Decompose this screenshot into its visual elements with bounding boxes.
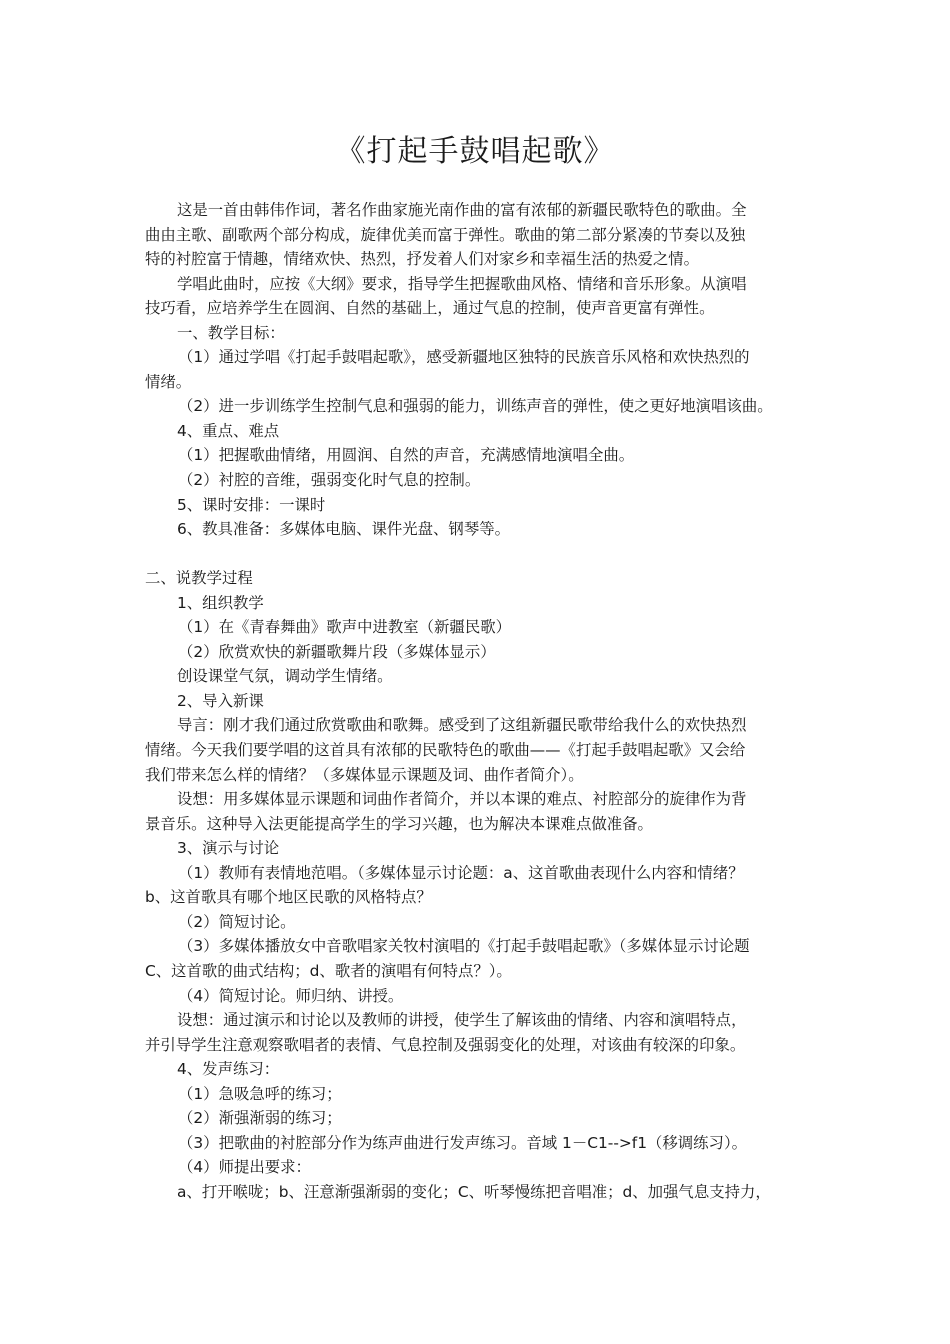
paragraph-line: 导言：刚才我们通过欣赏歌曲和歌舞。感受到了这组新疆民歌带给我什么的欢快热烈 — [177, 716, 747, 735]
paragraph-line: 并引导学生注意观察歌唱者的表情、气息控制及强弱变化的处理，对该曲有较深的印象。 — [145, 1035, 746, 1054]
paragraph-line: 3、演示与讨论 — [177, 839, 280, 858]
paragraph-line: 技巧看，应培养学生在圆润、自然的基础上，通过气息的控制，使声音更富有弹性。 — [145, 299, 715, 318]
paragraph-line: 6、教具准备：多媒体电脑、课件光盘、钢琴等。 — [177, 520, 510, 539]
paragraph-line: （3）把歌曲的衬腔部分作为练声曲进行发声练习。音域 1－C1-->f1（移调练习）。 — [178, 1133, 748, 1152]
document-title: 《打起手鼓唱起歌》 — [335, 134, 615, 169]
paragraph-line: 情绪。 — [145, 372, 192, 391]
paragraph-line: （4）师提出要求： — [178, 1158, 311, 1177]
paragraph-line: 2、导入新课 — [177, 691, 264, 710]
paragraph-line: （3）多媒体播放女中音歌唱家关牧村演唱的《打起手鼓唱起歌》（多媒体显示讨论题 — [178, 937, 750, 956]
paragraph-line: 1、组织教学 — [177, 593, 264, 612]
blank-line — [145, 542, 825, 567]
paragraph-line: （1）把握歌曲情绪，用圆润、自然的声音，充满感情地演唱全曲。 — [178, 446, 635, 465]
paragraph-line: 4、发声练习： — [177, 1060, 280, 1079]
paragraph-line: （2）进一步训练学生控制气息和强弱的能力，训练声音的弹性，使之更好地演唱该曲。 — [178, 397, 773, 416]
paragraph-line: 一、教学目标： — [177, 323, 285, 342]
paragraph-line: 特的衬腔富于情趣，情绪欢快、热烈，抒发着人们对家乡和幸福生活的热爱之情。 — [145, 250, 700, 269]
paragraph-line: 4、重点、难点 — [177, 421, 280, 440]
paragraph-line: 5、课时安排：一课时 — [177, 495, 326, 514]
paragraph-line: 二、说教学过程 — [145, 569, 253, 588]
paragraph-line: （1）在《青春舞曲》歌声中进教室（新疆民歌） — [178, 618, 511, 637]
paragraph-line: 设想：通过演示和讨论以及教师的讲授，使学生了解该曲的情绪、内容和演唱特点， — [177, 1011, 747, 1030]
paragraph-line: 我们带来怎么样的情绪？（多媒体显示课题及词、曲作者简介）。 — [145, 765, 584, 784]
paragraph-line: （1）教师有表情地范唱。（多媒体显示讨论题：a、这首歌曲表现什么内容和情绪？ — [178, 863, 744, 882]
paragraph-line: b、这首歌具有哪个地区民歌的风格特点？ — [145, 888, 432, 907]
paragraph-line: C、这首歌的曲式结构；d、歌者的演唱有何特点？）。 — [145, 961, 512, 980]
paragraph-line: （4）简短讨论。师归纳、讲授。 — [178, 986, 404, 1005]
paragraph-line: 曲由主歌、副歌两个部分构成，旋律优美而富于弹性。歌曲的第二部分紧凑的节奏以及独 — [145, 225, 746, 244]
document-body — [145, 198, 825, 1204]
paragraph-line: 创设课堂气氛，调动学生情绪。 — [177, 667, 393, 686]
paragraph-line: a、打开喉咙；b、汪意渐强渐弱的变化；C、听琴慢练把音唱准；d、加强气息支持力， — [177, 1182, 771, 1201]
paragraph-line: 设想：用多媒体显示课题和词曲作者简介，并以本课的难点、衬腔部分的旋律作为背 — [177, 790, 747, 809]
paragraph-line: （2）简短讨论。 — [178, 912, 296, 931]
paragraph-line: 这是一首由韩伟作词，著名作曲家施光南作曲的富有浓郁的新疆民歌特色的歌曲。全 — [177, 201, 747, 219]
paragraph-line: （1）通过学唱《打起手鼓唱起歌》，感受新疆地区独特的民族音乐风格和欢快热烈的 — [178, 348, 750, 367]
paragraph-line: （2）衬腔的音维，强弱变化时气息的控制。 — [178, 471, 481, 490]
paragraph-line: （2）欣赏欢快的新疆歌舞片段（多媒体显示） — [178, 642, 496, 661]
paragraph-line: （1）急吸急呼的练习； — [178, 1084, 342, 1103]
paragraph-line: （2）渐强渐弱的练习； — [178, 1109, 342, 1128]
paragraph-line: 景音乐。这种导入法更能提高学生的学习兴趣，也为解决本课难点做准备。 — [145, 814, 653, 833]
paragraph-line: 情绪。今天我们要学唱的这首具有浓郁的民歌特色的歌曲——《打起手鼓唱起歌》又会给 — [145, 741, 746, 760]
paragraph-line: 学唱此曲时，应按《大纲》要求，指导学生把握歌曲风格、情绪和音乐形象。从演唱 — [177, 274, 747, 293]
